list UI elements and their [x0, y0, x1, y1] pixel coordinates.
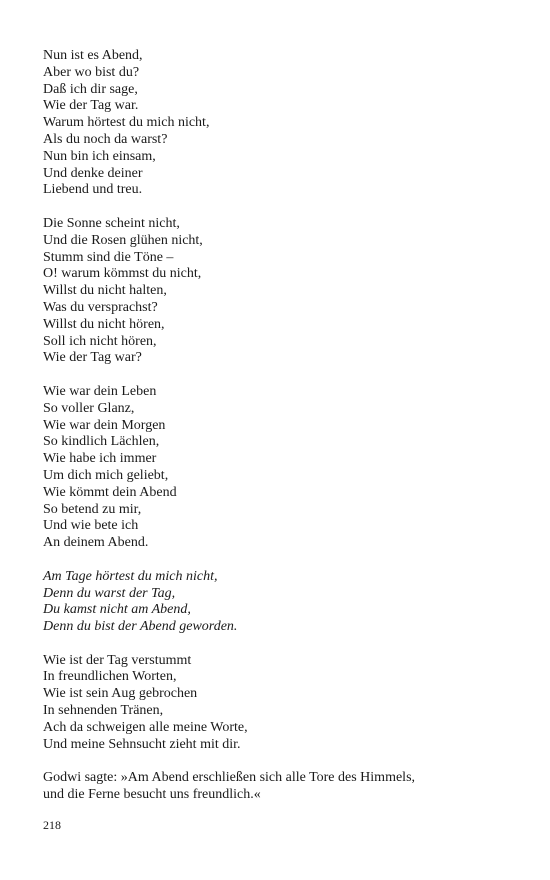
verse-line: Liebend und treu. [43, 182, 143, 198]
stanza-5 [43, 653, 513, 754]
verse-line: So betend zu mir, [43, 501, 142, 517]
verse-line: Die Sonne scheint nicht, [43, 215, 180, 231]
verse-line: O! warum kömmst du nicht, [43, 266, 202, 282]
verse-line: Nun bin ich einsam, [43, 148, 156, 164]
verse-line: In sehnenden Tränen, [43, 703, 164, 719]
verse-line: Um dich mich geliebt, [43, 467, 169, 483]
verse-line: Wie ist sein Aug gebrochen [43, 686, 198, 702]
verse-line: In freundlichen Worten, [43, 669, 177, 685]
verse-line: Am Tage hörtest du mich nicht, [43, 568, 218, 584]
verse-line: Wie der Tag war? [43, 350, 142, 366]
verse-line: Und denke deiner [43, 165, 143, 181]
verse-line: Willst du nicht halten, [43, 283, 167, 299]
verse-line: Denn du warst der Tag, [43, 585, 176, 601]
verse-line: Stumm sind die Töne – [43, 249, 174, 265]
verse-line: Wie der Tag war. [43, 98, 139, 114]
verse-line: Wie habe ich immer [43, 451, 157, 467]
verse-line: Als du noch da warst? [43, 131, 168, 147]
stanza-2 [43, 216, 513, 367]
stanza-1 [43, 48, 513, 199]
verse-line: Und die Rosen glühen nicht, [43, 232, 203, 248]
verse-line: An deinem Abend. [43, 535, 149, 551]
verse-line: Daß ich dir sage, [43, 81, 138, 97]
verse-line: Aber wo bist du? [43, 64, 140, 80]
verse-line: Wie war dein Leben [43, 383, 157, 399]
prose-line: und die Ferne besucht uns freundlich.« [43, 787, 261, 803]
prose-line: Godwi sagte: »Am Abend erschließen sich alle Tore des Himmels, [43, 770, 416, 786]
verse-line: Denn du bist der Abend geworden. [43, 619, 238, 635]
verse-line: Was du versprachst? [43, 299, 158, 315]
verse-line: Nun ist es Abend, [43, 48, 143, 63]
verse-line: Wie war dein Morgen [43, 417, 166, 433]
verse-line: Du kamst nicht am Abend, [43, 602, 191, 618]
poem-text [43, 48, 513, 804]
verse-line: So voller Glanz, [43, 400, 135, 416]
stanza-4-italic [43, 569, 513, 636]
verse-line: Wie kömmt dein Abend [43, 484, 177, 500]
verse-line: Wie ist der Tag verstummt [43, 652, 192, 668]
page-number: 218 [43, 818, 61, 832]
verse-line: Und wie bete ich [43, 518, 139, 534]
verse-line: Ach da schweigen alle meine Worte, [43, 719, 248, 735]
stanza-3 [43, 384, 513, 552]
verse-line: So kindlich Lächlen, [43, 434, 160, 450]
prose-paragraph [43, 770, 513, 804]
verse-line: Und meine Sehnsucht zieht mit dir. [43, 736, 241, 752]
verse-line: Willst du nicht hören, [43, 316, 165, 332]
verse-line: Warum hörtest du mich nicht, [43, 115, 210, 131]
verse-line: Soll ich nicht hören, [43, 333, 157, 349]
